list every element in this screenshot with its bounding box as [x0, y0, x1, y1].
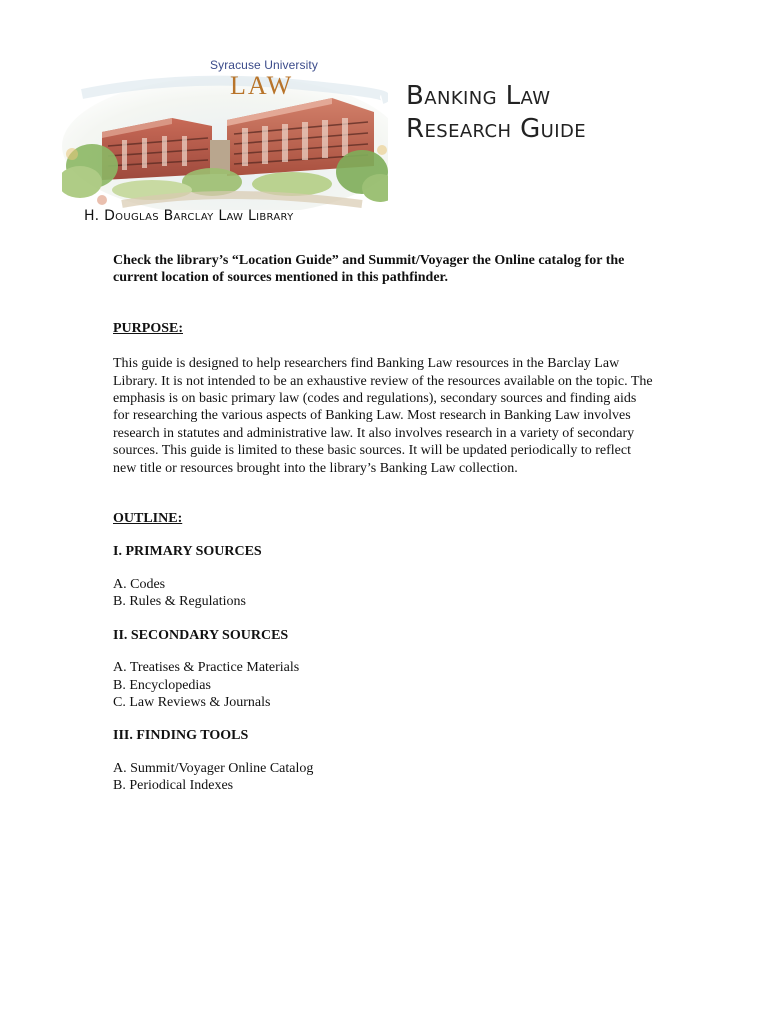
outline-group-title: II. SECONDARY SOURCES — [113, 627, 289, 643]
outline-item: A. Summit/Voyager Online Catalog — [113, 760, 314, 776]
outline-group-primary — [113, 543, 653, 610]
outline-group-title: III. FINDING TOOLS — [113, 728, 249, 744]
document-title — [406, 80, 706, 146]
outline-item-list — [113, 760, 653, 795]
purpose-heading: PURPOSE: — [113, 320, 183, 336]
outline-item: B. Encyclopedias — [113, 677, 211, 693]
purpose-paragraph: This guide is designed to help researchers find Banking Law resources in the Barclay Law Library. It is not intended to be an exhaustive review of the resources available on the topic. The emphasis is on basic primary law (codes and regulations), secondary sources and finding aids for researching the various aspects of Banking Law. Most research in Banking Law involves research in statutes and administrative law. It also involves research in a variety of secondary sources. This guide is limited to these basic sources. It will be updated periodically to reflect new title or resources brought into the library’s Banking Law collection. — [113, 356, 653, 476]
outline-item: B. Periodical Indexes — [113, 778, 234, 794]
outline-item: C. Law Reviews & Journals — [113, 694, 271, 710]
logo-university-text: Syracuse University — [210, 58, 318, 72]
outline-heading: OUTLINE: — [113, 511, 183, 527]
outline-group-title: I. PRIMARY SOURCES — [113, 544, 262, 560]
outline-item-list — [113, 576, 653, 611]
outline-item: A. Treatises & Practice Materials — [113, 660, 300, 676]
outline-item-list — [113, 659, 653, 711]
law-building-illustration — [62, 54, 388, 210]
outline-group-finding-tools — [113, 727, 653, 794]
title-line-1: Banking Law — [406, 81, 551, 111]
outline-item: B. Rules & Regulations — [113, 594, 246, 610]
outline-group-secondary — [113, 627, 653, 712]
location-notice: Check the library’s “Location Guide” and Summit/Voyager the Online catalog for the current location of sources mentioned in this pathfinder. — [113, 253, 625, 286]
title-line-2: Research Guide — [406, 114, 586, 144]
syracuse-law-logo — [62, 54, 388, 210]
outline-item: A. Codes — [113, 576, 166, 592]
logo-law-text: LAW — [230, 71, 294, 100]
guide-content — [113, 252, 653, 795]
library-name: H. Douglas Barclay Law Library — [84, 208, 294, 224]
